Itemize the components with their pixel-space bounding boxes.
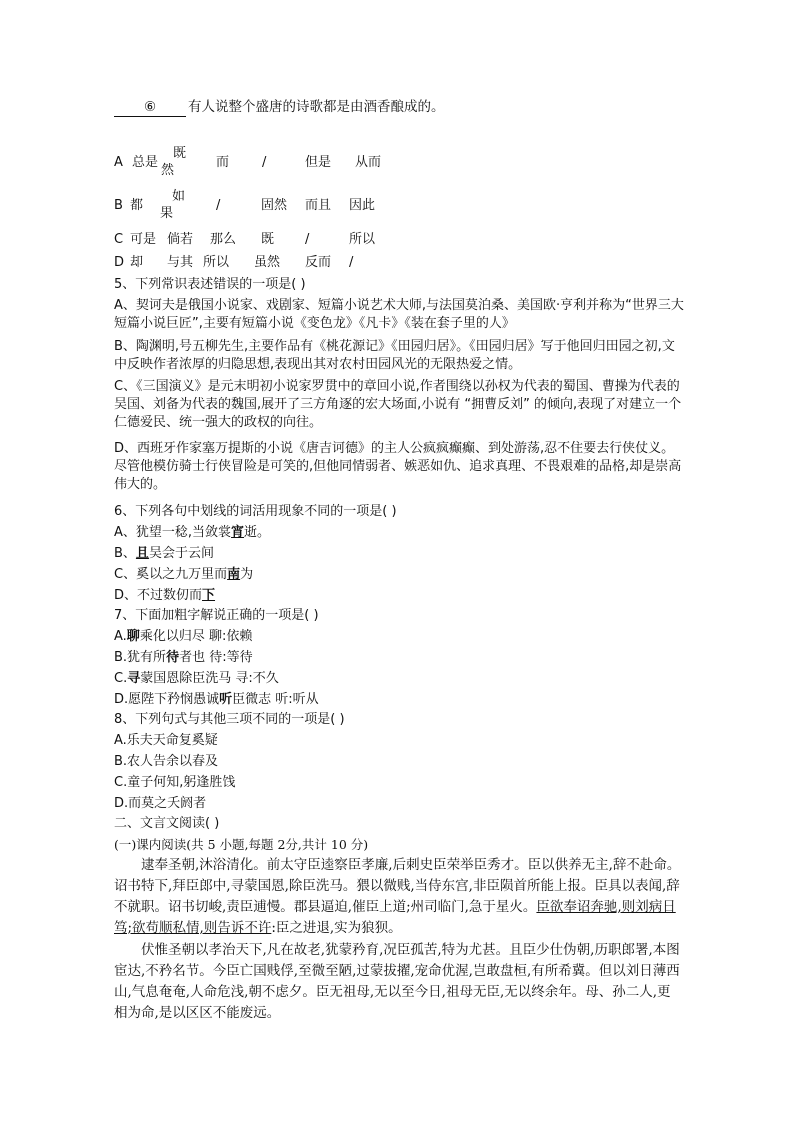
option-word: / xyxy=(349,255,354,270)
q5-option-d: D、西班牙作家塞万提斯的小说《唐吉诃德》的主人公疯疯癫癫、到处游荡,忍不住要去行侠仗义。尽管他模仿骑士行侠冒险是可笑的,但他同情弱者、嫉恶如仇、追求真理、不畏艰难的品格,却是崇高伟大的。 xyxy=(114,441,682,492)
option-word: 从而 xyxy=(355,155,382,170)
q6-option-b xyxy=(114,545,214,563)
option-word: 既 xyxy=(173,146,187,161)
option-word: 既 xyxy=(261,232,275,247)
option-word: 总是 xyxy=(132,155,159,170)
bold-word: 待 xyxy=(166,650,180,665)
option-word: / xyxy=(216,198,221,213)
option-word: 但是 xyxy=(305,155,332,170)
option-text: A. xyxy=(114,629,127,644)
q8-option-b: B.农人告余以春及 xyxy=(114,754,219,769)
option-letter: D xyxy=(114,255,125,270)
option-letter: A xyxy=(114,155,123,170)
option-text: D.愿陛下矜悯愚诚 xyxy=(114,692,220,707)
option-word: 可是 xyxy=(130,232,157,247)
option-word: 而且 xyxy=(305,198,332,213)
option-text: B、 xyxy=(114,546,136,561)
q6-option-d xyxy=(114,587,215,605)
q7-option-d xyxy=(114,691,319,709)
option-text: C. xyxy=(114,671,128,686)
option-text: D、不过数仞而 xyxy=(114,588,203,603)
underlined-word: 宵 xyxy=(231,525,245,540)
option-text: 蒙国恩除臣洗马 寻:不久 xyxy=(140,671,279,686)
option-text: 逝。 xyxy=(244,525,271,540)
option-word: 然 xyxy=(161,163,175,178)
option-word: / xyxy=(305,232,310,247)
passage-paragraph-2: 伏惟圣朝以孝治天下,凡在故老,犹蒙矜育,况臣孤苦,特为尤甚。且臣少仕伪朝,历职郎署,本图宦达,不矜名节。今臣亡国贱俘,至微至陋,过蒙拔擢,宠命优渥,岂敢盘桓,有所希冀。但以刘日薄西山,气息奄奄,人命危浅,朝不虑夕。臣无祖母,无以至今日,祖母无臣,无以终余年。母、孙二人,更相为命,是以区区不能废远。 xyxy=(114,942,680,1021)
option-word: 与其 xyxy=(167,255,194,270)
q7-option-c xyxy=(114,670,279,688)
option-word: 固然 xyxy=(261,198,288,213)
option-letter: B xyxy=(114,198,123,213)
option-word: 所以 xyxy=(203,255,230,270)
subsection-heading: (一)课内阅读(共 5 小题,每题 2分,共计 10 分) xyxy=(114,837,369,852)
bold-word: 听 xyxy=(219,692,233,707)
option-word: 却 xyxy=(130,255,144,270)
bold-word: 寻 xyxy=(127,671,141,686)
option-word: 而 xyxy=(216,155,230,170)
option-word: 虽然 xyxy=(254,255,281,270)
q4-stem-text: 有人说整个盛唐的诗歌都是由酒香酿成的。 xyxy=(188,99,445,115)
underlined-word: 且 xyxy=(135,546,149,561)
section-heading: 二、文言文阅读( ) xyxy=(114,816,220,831)
passage-paragraph-1 xyxy=(114,855,682,939)
option-text: 乘化以归尽 聊:依赖 xyxy=(139,629,253,644)
fill-blank-6: ⑥ xyxy=(114,98,186,117)
option-text: 臣微志 听:听从 xyxy=(232,692,319,707)
option-text: C、奚以之九万里而 xyxy=(114,567,228,582)
option-word: 果 xyxy=(160,206,174,221)
option-word: 如 xyxy=(172,189,186,204)
underlined-word: 南 xyxy=(227,567,241,582)
q6-option-c xyxy=(114,566,253,584)
q4-stem xyxy=(114,98,445,117)
option-text: A、犹望一稔,当敛裳 xyxy=(114,525,232,540)
option-word: 因此 xyxy=(349,198,376,213)
q8-option-d: D.而莫之夭阏者 xyxy=(114,796,207,811)
q8-option-c: C.童子何知,躬逢胜饯 xyxy=(114,775,236,790)
option-text: 为 xyxy=(240,567,254,582)
passage-text: :臣之进退,实为狼狈。 xyxy=(271,920,402,936)
option-letter: C xyxy=(114,232,124,247)
q5-option-c: C、《三国演义》是元末明初小说家罗贯中的章回小说,作者围绕以孙权为代表的蜀国、曹操为代表的吴国、刘备为代表的魏国,展开了三方角逐的宏大场面,小说有 “拥曹反刘” 的倾向,表现了对建立一个仁德爱民、统一强大的政权的向往。 xyxy=(114,379,682,430)
option-text: 者也 待:等待 xyxy=(179,650,253,665)
q7-stem: 7、下面加粗字解说正确的一项是( ) xyxy=(114,608,319,623)
q6-stem: 6、下列各句中划线的词活用现象不同的一项是( ) xyxy=(114,504,397,519)
underlined-sentence: 臣欲奉诏奔驰,则刘病日笃;欲苟顺私情,则告诉不许 xyxy=(114,899,676,936)
q7-option-a xyxy=(114,628,252,646)
option-word: 倘若 xyxy=(167,232,194,247)
q5-stem: 5、下列常识表述错误的一项是( ) xyxy=(114,277,306,292)
option-word: 都 xyxy=(130,198,144,213)
option-word: 所以 xyxy=(349,232,376,247)
option-word: 那么 xyxy=(210,232,237,247)
q5-option-a: A、契诃夫是俄国小说家、戏剧家、短篇小说艺术大师,与法国莫泊桑、美国欧·亨利并称为“世界三大短篇小说巨匠”,主要有短篇小说《变色龙》《凡卡》《装在套子里的人》 xyxy=(114,298,684,331)
option-word: / xyxy=(262,155,267,170)
bold-word: 聊 xyxy=(126,629,140,644)
q8-option-a: A.乐夫天命复奚疑 xyxy=(114,733,218,748)
q7-option-b xyxy=(114,649,253,667)
q8-stem: 8、下列句式与其他三项不同的一项是( ) xyxy=(114,712,345,727)
option-word: 反而 xyxy=(305,255,332,270)
passage-text: 逮奉圣朝,沐浴清化。前太守臣逵察臣孝廉,后刺史臣荣举臣秀才。臣以供养无主,辞不赴命。诏书特下,拜臣郎中,寻蒙国恩,除臣洗马。猥以微贱,当侍东宫,非臣陨首所能上报。臣具以表闻,辞不就职。诏书切峻,责臣逋慢。郡县逼迫,催臣上道;州司临门,急于星火。 xyxy=(114,857,681,915)
underlined-word: 下 xyxy=(202,588,216,603)
q5-option-b: B、陶渊明,号五柳先生,主要作品有《桃花源记》《田园归居》。《田园归居》写于他回归田园之初,文中反映作者浓厚的归隐思想,表现出其对农村田园风光的无限热爱之情。 xyxy=(114,339,675,372)
option-text: B.犹有所 xyxy=(114,650,167,665)
option-text: 吴会于云间 xyxy=(148,546,214,561)
q6-option-a xyxy=(114,524,270,542)
